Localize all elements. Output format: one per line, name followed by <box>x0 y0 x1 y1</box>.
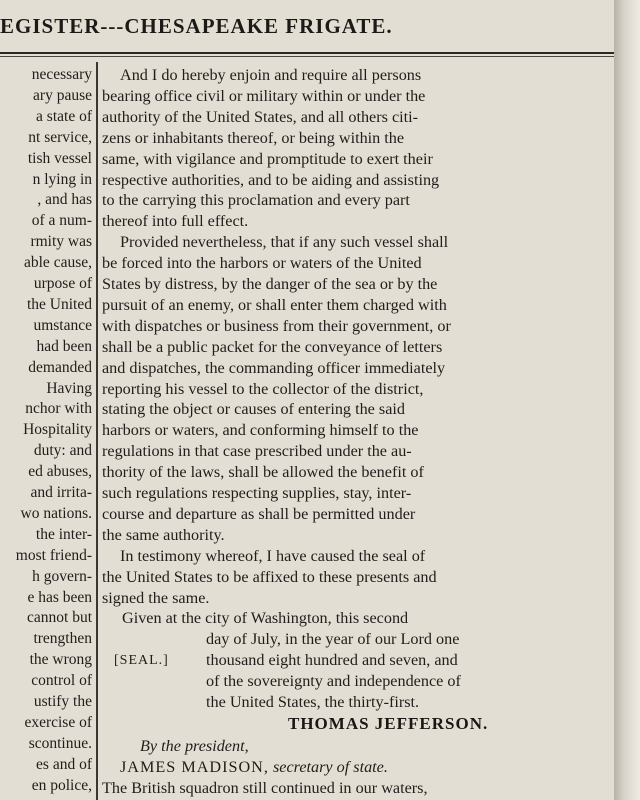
page-spine-shadow <box>614 0 640 800</box>
left-column-line: nt service, <box>28 128 92 146</box>
paragraph4-line: the United States, the thirty-first. <box>206 693 420 711</box>
left-column-line: the wrong <box>29 651 92 669</box>
left-column-line: the United <box>27 295 92 313</box>
paragraph2-line: the same authority. <box>102 525 225 544</box>
left-column-line: Hospitality <box>23 421 92 439</box>
paragraph1-line: same, with vigilance and promptitude to exert their <box>102 149 433 168</box>
paragraph2-line: be forced into the harbors or waters of the United <box>102 254 422 273</box>
left-column-line: h govern- <box>32 567 92 585</box>
left-column-line: , and has <box>37 191 92 209</box>
left-column-line: rmity was <box>30 233 92 251</box>
paragraph2-line: pursuit of an enemy, or shall enter them charged with <box>102 295 447 314</box>
left-column-line: the inter- <box>35 525 92 543</box>
left-column-line: ed abuses, <box>28 463 92 481</box>
main-column <box>102 62 572 800</box>
paragraph2-line: regulations in that case prescribed under the au- <box>102 442 412 461</box>
paragraph2-line: States by distress, by the danger of the sea or by the <box>102 275 438 293</box>
left-column-line: cannot but <box>27 609 92 627</box>
left-column-line: nchor with <box>25 400 92 418</box>
paragraph3-line: signed the same. <box>102 588 210 607</box>
paragraph2-line: and dispatches, the commanding officer immediately <box>102 358 446 377</box>
left-column-line: had been <box>36 337 92 355</box>
left-column-line: duty: and <box>33 442 92 460</box>
left-column-line: trengthen <box>33 630 92 648</box>
paragraph4-line: of the sovereignty and independence of <box>206 672 461 691</box>
left-column-line: demanded <box>28 358 92 376</box>
paragraph4-line: thousand eight hundred and seven, and <box>206 651 458 670</box>
paragraph2-line: with dispatches or business from their government, or <box>102 316 451 335</box>
paragraph4-line: day of July, in the year of our Lord one <box>206 630 460 649</box>
by-the-president: By the president, <box>140 736 249 755</box>
left-column-line: ustify the <box>33 693 92 710</box>
page-header: EGISTER---CHESAPEAKE FRIGATE. <box>0 14 393 38</box>
left-column-line: and irrita- <box>30 484 92 501</box>
left-column-line: e has been <box>27 588 92 606</box>
header-rule-thin <box>0 56 614 57</box>
secretary-name: JAMES MADISON, <box>120 757 269 776</box>
paragraph1-line: bearing office civil or military within or under the <box>102 86 426 105</box>
paragraph1-line: And I do hereby enjoin and require all persons <box>120 66 422 84</box>
paragraph4-line: Given at the city of Washington, this second <box>122 609 409 628</box>
signature: THOMAS JEFFERSON. <box>288 713 489 733</box>
left-column-line: n lying in <box>32 170 92 188</box>
final-line: The British squadron still continued in our waters, <box>102 778 428 797</box>
left-column-line: es and of <box>36 755 92 773</box>
paragraph2-line: reporting his vessel to the collector of the district, <box>102 379 424 398</box>
paragraph2-line: harbors or waters, and conforming himself to the <box>102 421 419 440</box>
left-column-line: exercise of <box>24 713 92 731</box>
paragraph1-line: thereof into full effect. <box>102 212 249 231</box>
column-divider <box>96 62 98 800</box>
paragraph2-line: thority of the laws, shall be allowed the benefit of <box>102 463 424 482</box>
left-column <box>0 62 94 800</box>
secretary-line <box>120 758 388 777</box>
paragraph2-line: stating the object or causes of entering the said <box>102 400 405 419</box>
paragraph2-line: course and departure as shall be permitted under <box>102 504 416 523</box>
secretary-title: secretary of state. <box>272 757 388 776</box>
left-column-line: urpose of <box>33 275 92 292</box>
paragraph1-line: to the carrying this proclamation and every part <box>102 191 410 210</box>
left-column-line: Having <box>46 379 92 397</box>
header-rule <box>0 52 614 54</box>
left-column-line: most friend- <box>15 546 92 564</box>
left-column-line: umstance <box>33 316 92 334</box>
left-column-line: of a num- <box>31 212 92 230</box>
paragraph1-line: authority of the United States, and all others citi- <box>102 107 419 126</box>
seal-mark: [SEAL.] <box>114 653 169 669</box>
left-column-line: a state of <box>36 107 92 125</box>
left-column-line: tish vessel <box>27 149 92 167</box>
left-column-line: ary pause <box>33 86 92 104</box>
left-column-line: wo nations. <box>20 504 92 522</box>
left-column-line: en police, <box>31 776 92 794</box>
paragraph2-line: shall be a public packet for the conveyance of letters <box>102 337 443 356</box>
left-column-line: control of <box>31 672 92 690</box>
left-column-line: able cause, <box>24 254 92 272</box>
paragraph3-line: the United States to be affixed to these presents and <box>102 567 437 586</box>
paragraph1-line: respective authorities, and to be aiding and assisting <box>102 170 440 189</box>
paragraph1-line: zens or inhabitants thereof, or being within the <box>102 128 405 147</box>
paragraph2-line: such regulations respecting supplies, stay, inter- <box>102 484 412 502</box>
paragraph2-line: Provided nevertheless, that if any such vessel shall <box>120 233 449 252</box>
paragraph3-line: In testimony whereof, I have caused the seal of <box>120 546 426 565</box>
left-column-line: scontinue. <box>28 734 92 752</box>
left-column-line: necessary <box>31 66 92 83</box>
